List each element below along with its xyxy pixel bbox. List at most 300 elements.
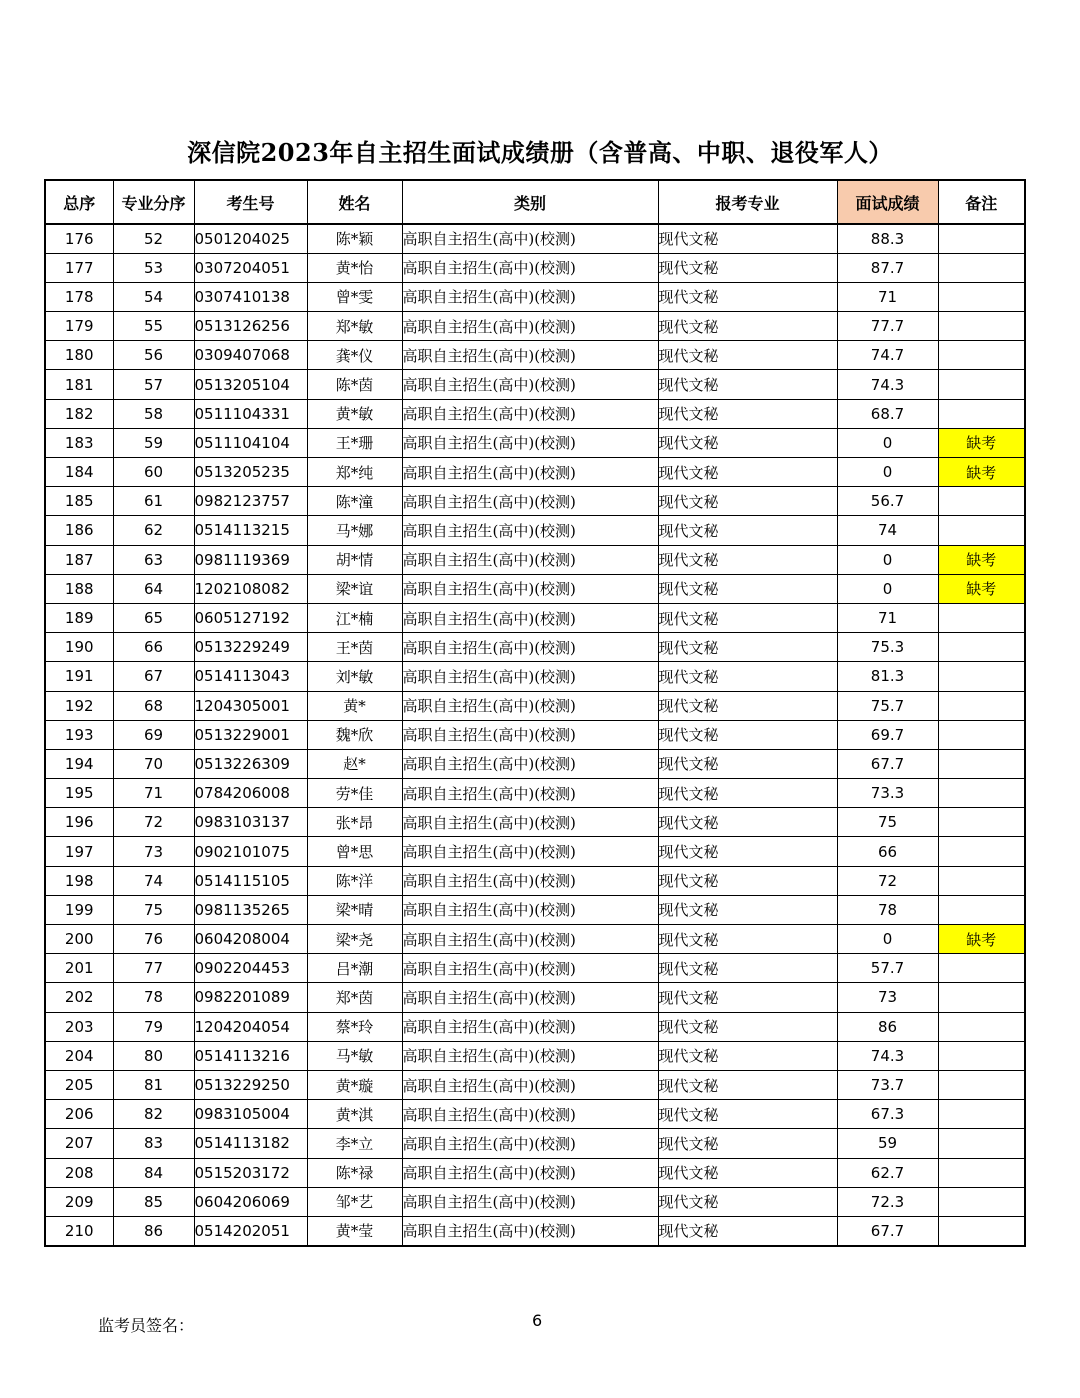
table-row [45,749,1025,778]
cell-applied-major: 现代文秘 [658,691,837,720]
cell-exam-id: 0515203172 [194,1158,307,1187]
cell-major-seq: 76 [113,925,194,954]
cell-exam-id: 0513205235 [194,458,307,487]
cell-remarks: 缺考 [938,925,1025,954]
cell-exam-id: 0604206069 [194,1187,307,1216]
cell-category: 高职自主招生(高中)(校测) [402,603,658,632]
cell-applied-major: 现代文秘 [658,516,837,545]
cell-name: 邹*艺 [307,1187,402,1216]
table-row [45,399,1025,428]
cell-exam-id: 0981119369 [194,545,307,574]
cell-total-seq: 176 [45,224,113,253]
cell-remarks [938,516,1025,545]
cell-remarks [938,282,1025,311]
cell-applied-major: 现代文秘 [658,603,837,632]
table-row [45,370,1025,399]
cell-exam-id: 0605127192 [194,603,307,632]
cell-applied-major: 现代文秘 [658,370,837,399]
cell-interview-score: 67.7 [837,1216,938,1245]
cell-interview-score: 81.3 [837,662,938,691]
cell-name: 刘*敏 [307,662,402,691]
cell-interview-score: 73 [837,983,938,1012]
cell-applied-major: 现代文秘 [658,925,837,954]
cell-name: 陈*禄 [307,1158,402,1187]
cell-category: 高职自主招生(高中)(校测) [402,1216,658,1245]
header-exam-id: 考生号 [194,180,307,224]
cell-major-seq: 58 [113,399,194,428]
cell-total-seq: 201 [45,954,113,983]
cell-remarks [938,866,1025,895]
cell-major-seq: 64 [113,574,194,603]
cell-name: 吕*潮 [307,954,402,983]
cell-interview-score: 75.7 [837,691,938,720]
cell-category: 高职自主招生(高中)(校测) [402,1129,658,1158]
table-row [45,720,1025,749]
cell-category: 高职自主招生(高中)(校测) [402,662,658,691]
cell-exam-id: 0307410138 [194,282,307,311]
cell-remarks [938,603,1025,632]
cell-total-seq: 200 [45,925,113,954]
cell-applied-major: 现代文秘 [658,282,837,311]
cell-remarks [938,487,1025,516]
cell-exam-id: 0981135265 [194,895,307,924]
cell-total-seq: 182 [45,399,113,428]
cell-exam-id: 0513229249 [194,633,307,662]
cell-interview-score: 72.3 [837,1187,938,1216]
cell-name: 郑*茵 [307,983,402,1012]
cell-exam-id: 0307204051 [194,253,307,282]
cell-total-seq: 186 [45,516,113,545]
cell-interview-score: 73.7 [837,1070,938,1099]
cell-remarks [938,1041,1025,1070]
cell-exam-id: 0784206008 [194,779,307,808]
header-applied-major: 报考专业 [658,180,837,224]
table-row [45,224,1025,253]
cell-major-seq: 72 [113,808,194,837]
table-row [45,341,1025,370]
cell-category: 高职自主招生(高中)(校测) [402,312,658,341]
cell-major-seq: 54 [113,282,194,311]
cell-interview-score: 0 [837,428,938,457]
cell-applied-major: 现代文秘 [658,983,837,1012]
cell-name: 胡*情 [307,545,402,574]
cell-total-seq: 207 [45,1129,113,1158]
cell-name: 陈*潼 [307,487,402,516]
cell-applied-major: 现代文秘 [658,341,837,370]
cell-interview-score: 57.7 [837,954,938,983]
cell-total-seq: 191 [45,662,113,691]
cell-name: 黄*莹 [307,1216,402,1245]
table-row [45,866,1025,895]
table-row [45,1158,1025,1187]
cell-interview-score: 71 [837,603,938,632]
cell-interview-score: 77.7 [837,312,938,341]
cell-interview-score: 0 [837,574,938,603]
cell-category: 高职自主招生(高中)(校测) [402,749,658,778]
cell-total-seq: 199 [45,895,113,924]
cell-total-seq: 193 [45,720,113,749]
table-row [45,1070,1025,1099]
cell-category: 高职自主招生(高中)(校测) [402,1012,658,1041]
cell-name: 曾*雯 [307,282,402,311]
cell-category: 高职自主招生(高中)(校测) [402,779,658,808]
cell-interview-score: 0 [837,458,938,487]
cell-category: 高职自主招生(高中)(校测) [402,516,658,545]
cell-applied-major: 现代文秘 [658,545,837,574]
cell-total-seq: 180 [45,341,113,370]
cell-remarks [938,253,1025,282]
cell-applied-major: 现代文秘 [658,954,837,983]
cell-exam-id: 0513205104 [194,370,307,399]
cell-name: 蔡*玲 [307,1012,402,1041]
cell-category: 高职自主招生(高中)(校测) [402,866,658,895]
cell-applied-major: 现代文秘 [658,253,837,282]
cell-major-seq: 65 [113,603,194,632]
cell-exam-id: 0513226309 [194,749,307,778]
cell-interview-score: 86 [837,1012,938,1041]
cell-exam-id: 0501204025 [194,224,307,253]
cell-exam-id: 0513126256 [194,312,307,341]
cell-major-seq: 53 [113,253,194,282]
table-row [45,1187,1025,1216]
header-row [45,180,1025,224]
cell-exam-id: 0604208004 [194,925,307,954]
table-row [45,691,1025,720]
cell-total-seq: 204 [45,1041,113,1070]
cell-applied-major: 现代文秘 [658,1070,837,1099]
cell-applied-major: 现代文秘 [658,1187,837,1216]
cell-remarks [938,1216,1025,1245]
cell-major-seq: 77 [113,954,194,983]
cell-major-seq: 80 [113,1041,194,1070]
cell-total-seq: 205 [45,1070,113,1099]
cell-exam-id: 0982201089 [194,983,307,1012]
cell-major-seq: 61 [113,487,194,516]
cell-name: 张*昂 [307,808,402,837]
cell-category: 高职自主招生(高中)(校测) [402,954,658,983]
page-title: 深信院2023年自主招生面试成绩册（含普高、中职、退役军人） [187,138,893,167]
cell-name: 曾*思 [307,837,402,866]
cell-major-seq: 57 [113,370,194,399]
cell-name: 黄*敏 [307,399,402,428]
cell-exam-id: 0511104331 [194,399,307,428]
cell-applied-major: 现代文秘 [658,720,837,749]
cell-remarks [938,1129,1025,1158]
cell-applied-major: 现代文秘 [658,779,837,808]
cell-exam-id: 0514115105 [194,866,307,895]
cell-applied-major: 现代文秘 [658,1012,837,1041]
cell-exam-id: 0983105004 [194,1100,307,1129]
cell-interview-score: 62.7 [837,1158,938,1187]
cell-category: 高职自主招生(高中)(校测) [402,1070,658,1099]
cell-name: 李*立 [307,1129,402,1158]
cell-category: 高职自主招生(高中)(校测) [402,370,658,399]
cell-major-seq: 86 [113,1216,194,1245]
cell-name: 黄*怡 [307,253,402,282]
cell-applied-major: 现代文秘 [658,866,837,895]
cell-remarks [938,1012,1025,1041]
cell-exam-id: 0514202051 [194,1216,307,1245]
cell-applied-major: 现代文秘 [658,1216,837,1245]
table-row [45,779,1025,808]
table-row [45,545,1025,574]
cell-category: 高职自主招生(高中)(校测) [402,1100,658,1129]
cell-major-seq: 82 [113,1100,194,1129]
cell-interview-score: 68.7 [837,399,938,428]
cell-name: 江*楠 [307,603,402,632]
table-row [45,1041,1025,1070]
cell-remarks [938,1070,1025,1099]
cell-remarks [938,662,1025,691]
cell-total-seq: 183 [45,428,113,457]
cell-remarks: 缺考 [938,545,1025,574]
cell-total-seq: 187 [45,545,113,574]
proctor-signature-label: 监考员签名： [98,1316,195,1335]
cell-name: 魏*欣 [307,720,402,749]
cell-remarks [938,312,1025,341]
cell-major-seq: 56 [113,341,194,370]
cell-applied-major: 现代文秘 [658,1129,837,1158]
cell-interview-score: 59 [837,1129,938,1158]
cell-major-seq: 78 [113,983,194,1012]
header-major-seq: 专业分序 [113,180,194,224]
cell-category: 高职自主招生(高中)(校测) [402,341,658,370]
cell-name: 黄* [307,691,402,720]
cell-major-seq: 74 [113,866,194,895]
table-row [45,633,1025,662]
cell-total-seq: 206 [45,1100,113,1129]
cell-category: 高职自主招生(高中)(校测) [402,428,658,457]
cell-interview-score: 72 [837,866,938,895]
cell-major-seq: 69 [113,720,194,749]
cell-applied-major: 现代文秘 [658,837,837,866]
cell-total-seq: 194 [45,749,113,778]
cell-total-seq: 208 [45,1158,113,1187]
cell-name: 王*珊 [307,428,402,457]
cell-remarks [938,1158,1025,1187]
cell-total-seq: 203 [45,1012,113,1041]
cell-category: 高职自主招生(高中)(校测) [402,253,658,282]
cell-total-seq: 178 [45,282,113,311]
cell-interview-score: 74 [837,516,938,545]
cell-remarks [938,370,1025,399]
cell-name: 陈*茵 [307,370,402,399]
table-row [45,808,1025,837]
cell-category: 高职自主招生(高中)(校测) [402,983,658,1012]
cell-total-seq: 177 [45,253,113,282]
cell-applied-major: 现代文秘 [658,633,837,662]
cell-remarks: 缺考 [938,428,1025,457]
cell-remarks: 缺考 [938,574,1025,603]
cell-interview-score: 74.3 [837,370,938,399]
cell-total-seq: 210 [45,1216,113,1245]
cell-name: 梁*晴 [307,895,402,924]
cell-applied-major: 现代文秘 [658,749,837,778]
cell-interview-score: 69.7 [837,720,938,749]
cell-interview-score: 78 [837,895,938,924]
cell-name: 王*茵 [307,633,402,662]
cell-total-seq: 195 [45,779,113,808]
table-row [45,428,1025,457]
cell-interview-score: 74.7 [837,341,938,370]
table-row [45,837,1025,866]
cell-exam-id: 0513229250 [194,1070,307,1099]
cell-category: 高职自主招生(高中)(校测) [402,895,658,924]
cell-category: 高职自主招生(高中)(校测) [402,837,658,866]
cell-applied-major: 现代文秘 [658,895,837,924]
cell-major-seq: 84 [113,1158,194,1187]
cell-remarks [938,341,1025,370]
cell-exam-id: 0309407068 [194,341,307,370]
cell-remarks [938,808,1025,837]
cell-remarks [938,1100,1025,1129]
cell-category: 高职自主招生(高中)(校测) [402,691,658,720]
cell-major-seq: 83 [113,1129,194,1158]
cell-interview-score: 75.3 [837,633,938,662]
cell-category: 高职自主招生(高中)(校测) [402,1158,658,1187]
cell-major-seq: 85 [113,1187,194,1216]
table-row [45,458,1025,487]
cell-name: 郑*纯 [307,458,402,487]
cell-category: 高职自主招生(高中)(校测) [402,545,658,574]
cell-total-seq: 188 [45,574,113,603]
cell-applied-major: 现代文秘 [658,399,837,428]
table-row [45,487,1025,516]
cell-major-seq: 68 [113,691,194,720]
cell-major-seq: 75 [113,895,194,924]
header-category: 类别 [402,180,658,224]
cell-name: 龚*仪 [307,341,402,370]
cell-exam-id: 0902101075 [194,837,307,866]
cell-exam-id: 0511104104 [194,428,307,457]
cell-category: 高职自主招生(高中)(校测) [402,720,658,749]
cell-name: 陈*洋 [307,866,402,895]
cell-total-seq: 197 [45,837,113,866]
cell-total-seq: 179 [45,312,113,341]
cell-exam-id: 1204204054 [194,1012,307,1041]
cell-major-seq: 52 [113,224,194,253]
cell-name: 赵* [307,749,402,778]
cell-major-seq: 67 [113,662,194,691]
cell-applied-major: 现代文秘 [658,1158,837,1187]
cell-major-seq: 60 [113,458,194,487]
cell-applied-major: 现代文秘 [658,574,837,603]
table-row [45,954,1025,983]
cell-major-seq: 63 [113,545,194,574]
cell-applied-major: 现代文秘 [658,458,837,487]
table-row [45,603,1025,632]
cell-exam-id: 0514113182 [194,1129,307,1158]
cell-total-seq: 198 [45,866,113,895]
cell-exam-id: 1202108082 [194,574,307,603]
cell-category: 高职自主招生(高中)(校测) [402,487,658,516]
cell-name: 陈*颖 [307,224,402,253]
cell-exam-id: 0902204453 [194,954,307,983]
cell-total-seq: 209 [45,1187,113,1216]
cell-interview-score: 75 [837,808,938,837]
cell-category: 高职自主招生(高中)(校测) [402,1041,658,1070]
cell-interview-score: 0 [837,925,938,954]
cell-exam-id: 1204305001 [194,691,307,720]
cell-interview-score: 0 [837,545,938,574]
table-row [45,662,1025,691]
cell-total-seq: 196 [45,808,113,837]
cell-name: 梁*尧 [307,925,402,954]
cell-interview-score: 67.3 [837,1100,938,1129]
cell-major-seq: 66 [113,633,194,662]
table-row [45,253,1025,282]
table-row [45,516,1025,545]
cell-applied-major: 现代文秘 [658,487,837,516]
cell-exam-id: 0514113216 [194,1041,307,1070]
cell-major-seq: 81 [113,1070,194,1099]
cell-interview-score: 74.3 [837,1041,938,1070]
cell-exam-id: 0982123757 [194,487,307,516]
cell-category: 高职自主招生(高中)(校测) [402,808,658,837]
cell-applied-major: 现代文秘 [658,224,837,253]
table-row [45,282,1025,311]
cell-applied-major: 现代文秘 [658,662,837,691]
score-table [44,179,1026,1247]
cell-total-seq: 190 [45,633,113,662]
cell-category: 高职自主招生(高中)(校测) [402,399,658,428]
cell-name: 黄*淇 [307,1100,402,1129]
table-row [45,312,1025,341]
cell-major-seq: 73 [113,837,194,866]
cell-major-seq: 59 [113,428,194,457]
cell-interview-score: 88.3 [837,224,938,253]
cell-interview-score: 71 [837,282,938,311]
cell-category: 高职自主招生(高中)(校测) [402,1187,658,1216]
cell-interview-score: 73.3 [837,779,938,808]
cell-category: 高职自主招生(高中)(校测) [402,458,658,487]
cell-name: 马*敏 [307,1041,402,1070]
cell-remarks [938,779,1025,808]
cell-total-seq: 189 [45,603,113,632]
cell-remarks [938,633,1025,662]
cell-remarks [938,837,1025,866]
table-row [45,1129,1025,1158]
cell-category: 高职自主招生(高中)(校测) [402,224,658,253]
cell-remarks: 缺考 [938,458,1025,487]
cell-applied-major: 现代文秘 [658,1100,837,1129]
cell-major-seq: 79 [113,1012,194,1041]
cell-interview-score: 66 [837,837,938,866]
cell-remarks [938,1187,1025,1216]
cell-applied-major: 现代文秘 [658,312,837,341]
cell-applied-major: 现代文秘 [658,808,837,837]
cell-remarks [938,399,1025,428]
header-total-seq: 总序 [45,180,113,224]
cell-remarks [938,224,1025,253]
cell-major-seq: 71 [113,779,194,808]
cell-category: 高职自主招生(高中)(校测) [402,574,658,603]
table-row [45,895,1025,924]
cell-exam-id: 0513229001 [194,720,307,749]
cell-category: 高职自主招生(高中)(校测) [402,633,658,662]
table-row [45,983,1025,1012]
cell-remarks [938,895,1025,924]
cell-category: 高职自主招生(高中)(校测) [402,282,658,311]
header-name: 姓名 [307,180,402,224]
cell-total-seq: 202 [45,983,113,1012]
cell-name: 黄*璇 [307,1070,402,1099]
cell-remarks [938,954,1025,983]
cell-exam-id: 0983103137 [194,808,307,837]
cell-total-seq: 184 [45,458,113,487]
cell-remarks [938,720,1025,749]
table-row [45,1012,1025,1041]
